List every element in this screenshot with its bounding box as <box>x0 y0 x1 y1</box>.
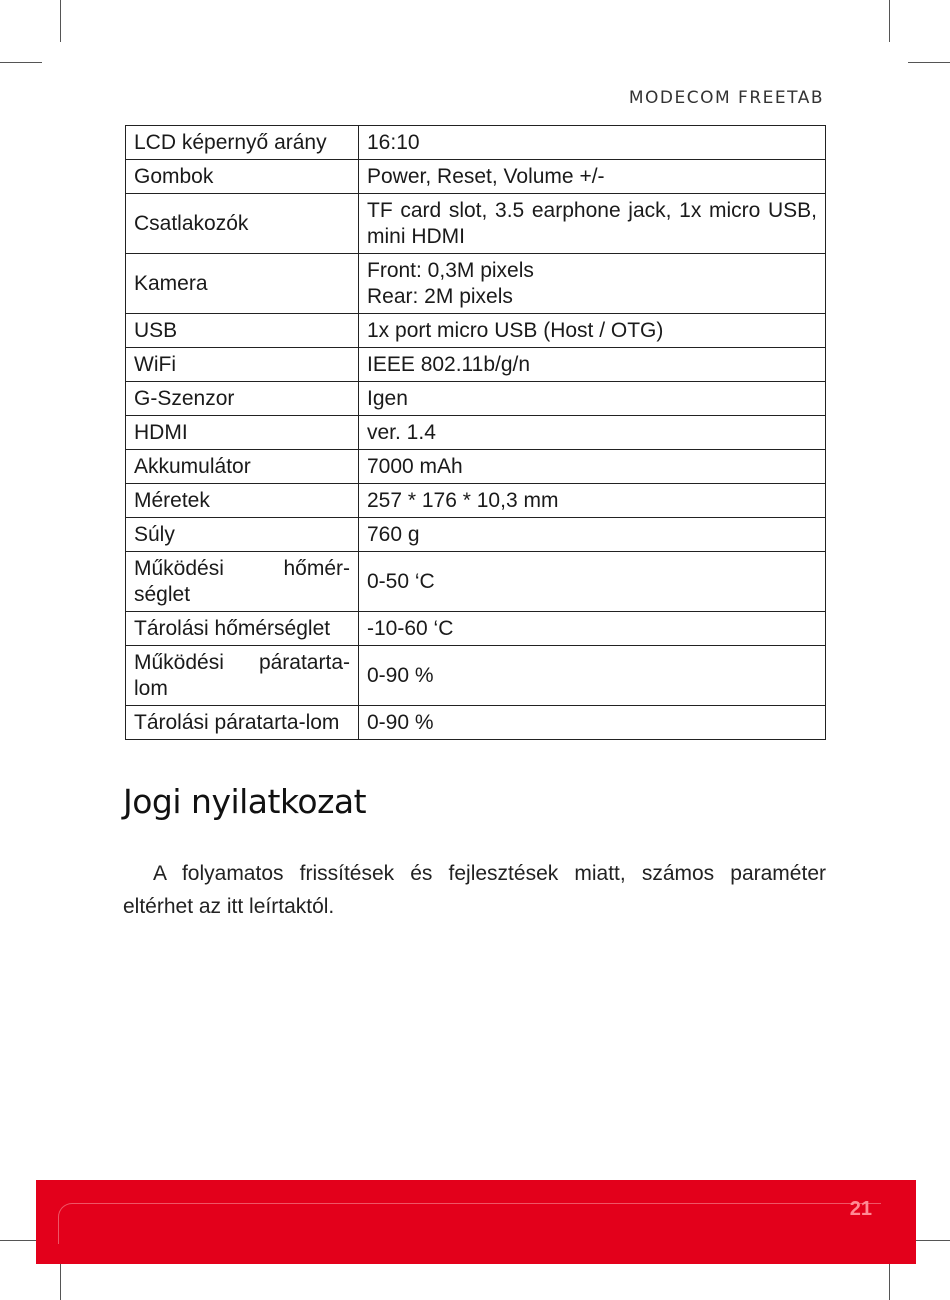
spec-label: Tárolási hőmérséglet <box>126 612 359 646</box>
spec-label: Működési páratarta-lom <box>126 646 359 706</box>
spec-label: Csatlakozók <box>126 194 359 254</box>
spec-label: USB <box>126 314 359 348</box>
table-row <box>126 484 826 518</box>
spec-value: 0-90 % <box>359 646 826 706</box>
spec-label: Gombok <box>126 160 359 194</box>
table-row <box>126 348 826 382</box>
spec-label: Akkumulátor <box>126 450 359 484</box>
spec-value: 0-50 ‘C <box>359 552 826 612</box>
spec-value: IEEE 802.11b/g/n <box>359 348 826 382</box>
disclaimer-paragraph: A folyamatos frissítések és fejlesztések miatt, számos paraméter eltérhet az itt leírtaktól. <box>123 862 826 918</box>
table-row <box>126 126 826 160</box>
table-row <box>126 194 826 254</box>
spec-value: Igen <box>359 382 826 416</box>
table-row <box>126 450 826 484</box>
crop-mark <box>60 0 61 42</box>
spec-value-line: Front: 0,3M pixels <box>367 259 534 282</box>
crop-mark <box>0 62 42 63</box>
crop-mark <box>889 1258 890 1300</box>
spec-label: Működési hőmér-séglet <box>126 552 359 612</box>
spec-value: 16:10 <box>359 126 826 160</box>
table-row <box>126 552 826 612</box>
table-row <box>126 416 826 450</box>
header-brand: MODECOM FREETAB <box>628 88 824 108</box>
spec-value-multiline <box>359 254 826 314</box>
spec-label: Méretek <box>126 484 359 518</box>
footer-decoration <box>58 1203 881 1244</box>
spec-value-line: Rear: 2M pixels <box>367 285 513 308</box>
spec-label: Kamera <box>126 254 359 314</box>
page-number: 21 <box>849 1198 872 1220</box>
table-row <box>126 254 826 314</box>
spec-value: -10-60 ‘C <box>359 612 826 646</box>
crop-mark <box>908 62 950 63</box>
spec-label: LCD képernyő arány <box>126 126 359 160</box>
spec-label: G-Szenzor <box>126 382 359 416</box>
table-row <box>126 160 826 194</box>
crop-mark <box>889 0 890 42</box>
table-row <box>126 518 826 552</box>
crop-mark <box>60 1258 61 1300</box>
spec-value: 257 * 176 * 10,3 mm <box>359 484 826 518</box>
table-row <box>126 612 826 646</box>
table-row <box>126 382 826 416</box>
spec-label: HDMI <box>126 416 359 450</box>
spec-value: 760 g <box>359 518 826 552</box>
spec-label: Tárolási páratarta-lom <box>126 706 359 740</box>
table-row <box>126 646 826 706</box>
section-title: Jogi nyilatkozat <box>123 782 367 821</box>
spec-value: ver. 1.4 <box>359 416 826 450</box>
spec-value: 7000 mAh <box>359 450 826 484</box>
spec-value: 0-90 % <box>359 706 826 740</box>
spec-value: 1x port micro USB (Host / OTG) <box>359 314 826 348</box>
spec-table <box>125 125 826 740</box>
spec-label: WiFi <box>126 348 359 382</box>
spec-value: Power, Reset, Volume +/- <box>359 160 826 194</box>
table-row <box>126 706 826 740</box>
table-row <box>126 314 826 348</box>
spec-label: Súly <box>126 518 359 552</box>
spec-value: TF card slot, 3.5 earphone jack, 1x micro USB, mini HDMI <box>359 194 826 254</box>
